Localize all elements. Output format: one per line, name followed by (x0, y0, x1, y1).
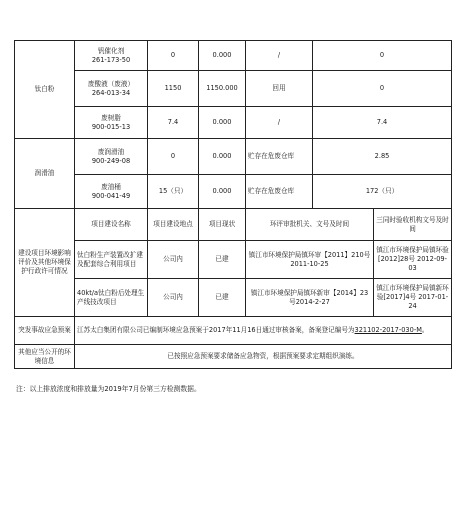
value-cell: 0 (148, 139, 199, 175)
acceptance-cell: 镇江市环境保护局镇环验[2012]28号 2012-09-03 (374, 241, 452, 279)
project-location-cell: 公司内 (148, 241, 199, 279)
waste-name-cell: 钒催化剂 261-173-50 (75, 41, 148, 71)
waste-name-cell: 废树脂 900-015-13 (75, 107, 148, 139)
value-cell: 2.85 (313, 139, 452, 175)
disposal-cell: / (246, 41, 313, 71)
column-header: 环评审批机关、文号及时间 (246, 209, 374, 241)
value-cell: 0.000 (199, 107, 246, 139)
table-row (15, 71, 452, 107)
table-row (15, 107, 452, 139)
value-cell: 172（只） (313, 175, 452, 209)
disposal-cell: 回用 (246, 71, 313, 107)
approval-cell: 镇江市环境保护局镇环新审【2014】23号2014-2-27 (246, 279, 374, 317)
value-cell: 1150 (148, 71, 199, 107)
eia-group-label: 建设项目环境影响评价及其他环境保护行政许可情况 (15, 209, 75, 317)
value-cell: 0.000 (199, 41, 246, 71)
value-cell: 0.000 (199, 175, 246, 209)
column-header: 项目现状 (199, 209, 246, 241)
other-info-label: 其他应当公开的环境信息 (15, 345, 75, 369)
waste-name-cell: 废酸液（废液） 264-013-34 (75, 71, 148, 107)
waste-group-label: 润滑油 (15, 139, 75, 209)
disposal-cell: 贮存在危废仓库 (246, 139, 313, 175)
project-location-cell: 公司内 (148, 279, 199, 317)
table-row (15, 345, 452, 369)
table-row (15, 175, 452, 209)
value-cell: 7.4 (313, 107, 452, 139)
emergency-plan-label: 突发事故应急预案 (15, 317, 75, 345)
value-cell: 0 (313, 41, 452, 71)
waste-group-label: 钛白粉 (15, 41, 75, 139)
column-header: 项目建设名称 (75, 209, 148, 241)
approval-cell: 镇江市环境保护局镇环审【2011】210号 2011-10-25 (246, 241, 374, 279)
waste-name-cell: 废润滑油 900-249-08 (75, 139, 148, 175)
table-row (15, 241, 452, 279)
footnote: 注：以上排放浓度和排放量为2019年7月份第三方检测数据。 (16, 385, 201, 393)
disclosure-table (14, 40, 452, 369)
emergency-plan-text: 江苏太白集团有限公司已编制环境应急预案于2017年11月16日通过审核备案，备案登记编号为321102-2017-030-M。 (75, 317, 452, 345)
value-cell: 0 (313, 71, 452, 107)
table-row (15, 279, 452, 317)
column-header: 项目建设地点 (148, 209, 199, 241)
disposal-cell: / (246, 107, 313, 139)
table-row (15, 317, 452, 345)
other-info-text: 已按照应急预案要求储备应急物资，根据预案要求定期组织演练。 (75, 345, 452, 369)
table-row (15, 41, 452, 71)
waste-name-cell: 废油桶 900-041-49 (75, 175, 148, 209)
value-cell: 0 (148, 41, 199, 71)
value-cell: 15（只） (148, 175, 199, 209)
project-name-cell: 钛白粉生产装置改扩建及配套综合利用项目 (75, 241, 148, 279)
value-cell: 0.000 (199, 139, 246, 175)
table-row (15, 209, 452, 241)
acceptance-cell: 镇江市环境保护局镇新环验[2017]4号 2017-01-24 (374, 279, 452, 317)
value-cell: 7.4 (148, 107, 199, 139)
column-header: 三同时验收机构文号及时间 (374, 209, 452, 241)
project-status-cell: 已建 (199, 279, 246, 317)
table-row (15, 139, 452, 175)
project-name-cell: 40kt/a钛白粉后处理生产线技改项目 (75, 279, 148, 317)
disposal-cell: 贮存在危废仓库 (246, 175, 313, 209)
project-status-cell: 已建 (199, 241, 246, 279)
value-cell: 1150.000 (199, 71, 246, 107)
